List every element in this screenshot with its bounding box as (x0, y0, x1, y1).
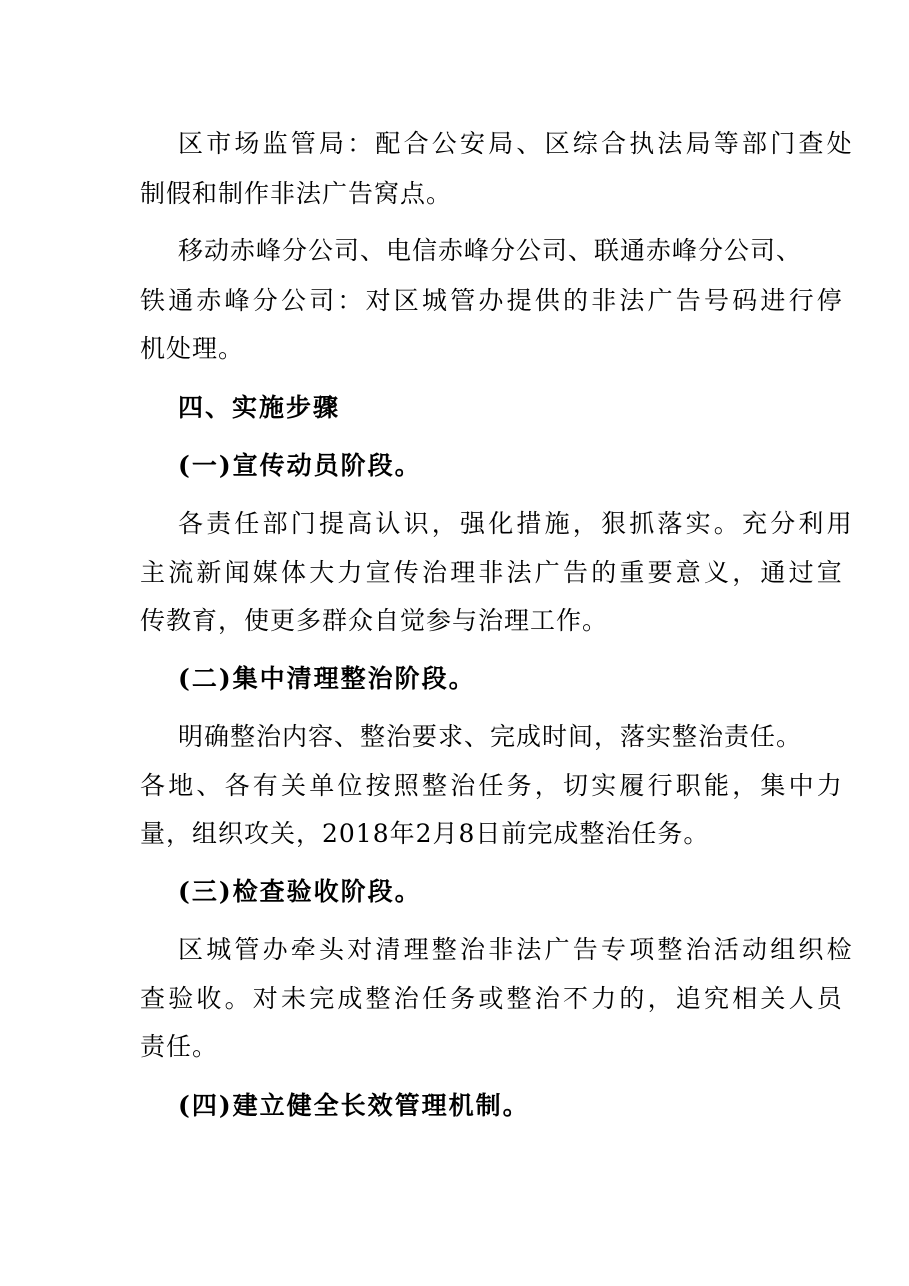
subheading-long-term-mechanism: (四)建立健全长效管理机制。 (178, 1091, 530, 1120)
paragraph-rectification-line-1: 明确整治内容、整治要求、完成时间，落实整治责任。 (178, 722, 803, 751)
paragraph-telecom-line-3: 机处理。 (140, 334, 245, 363)
paragraph-publicity-line-2: 主流新闻媒体大力宣传治理非法广告的重要意义，通过宣 (140, 558, 846, 587)
paragraph-telecom-line-2: 铁通赤峰分公司：对区城管办提供的非法广告号码进行停 (140, 286, 846, 315)
paragraph-market-supervision-line-2: 制假和制作非法广告窝点。 (140, 179, 453, 208)
section-heading-implementation-steps: 四、实施步骤 (178, 393, 341, 422)
subheading-rectification-stage: (二)集中清理整治阶段。 (178, 664, 476, 693)
subheading-publicity-stage: (一)宣传动员阶段。 (178, 451, 422, 480)
paragraph-market-supervision-line-1: 区市场监管局：配合公安局、区综合执法局等部门查处 (178, 129, 855, 158)
paragraph-inspection-line-1: 区城管办牵头对清理整治非法广告专项整治活动组织检 (178, 935, 855, 964)
paragraph-publicity-line-1: 各责任部门提高认识，强化措施，狠抓落实。充分利用 (178, 509, 855, 538)
paragraph-inspection-line-2: 查验收。对未完成整治任务或整治不力的，追究相关人员 (140, 984, 846, 1013)
paragraph-telecom-line-1: 移动赤峰分公司、电信赤峰分公司、联通赤峰分公司、 (178, 236, 803, 265)
paragraph-rectification-line-2: 各地、各有关单位按照整治任务，切实履行职能，集中力 (140, 771, 846, 800)
paragraph-rectification-line-3: 量，组织攻关，2018年2月8日前完成整治任务。 (140, 819, 710, 848)
paragraph-publicity-line-3: 传教育，使更多群众自觉参与治理工作。 (140, 606, 609, 635)
subheading-inspection-stage: (三)检查验收阶段。 (178, 877, 422, 906)
paragraph-inspection-line-3: 责任。 (140, 1032, 219, 1061)
